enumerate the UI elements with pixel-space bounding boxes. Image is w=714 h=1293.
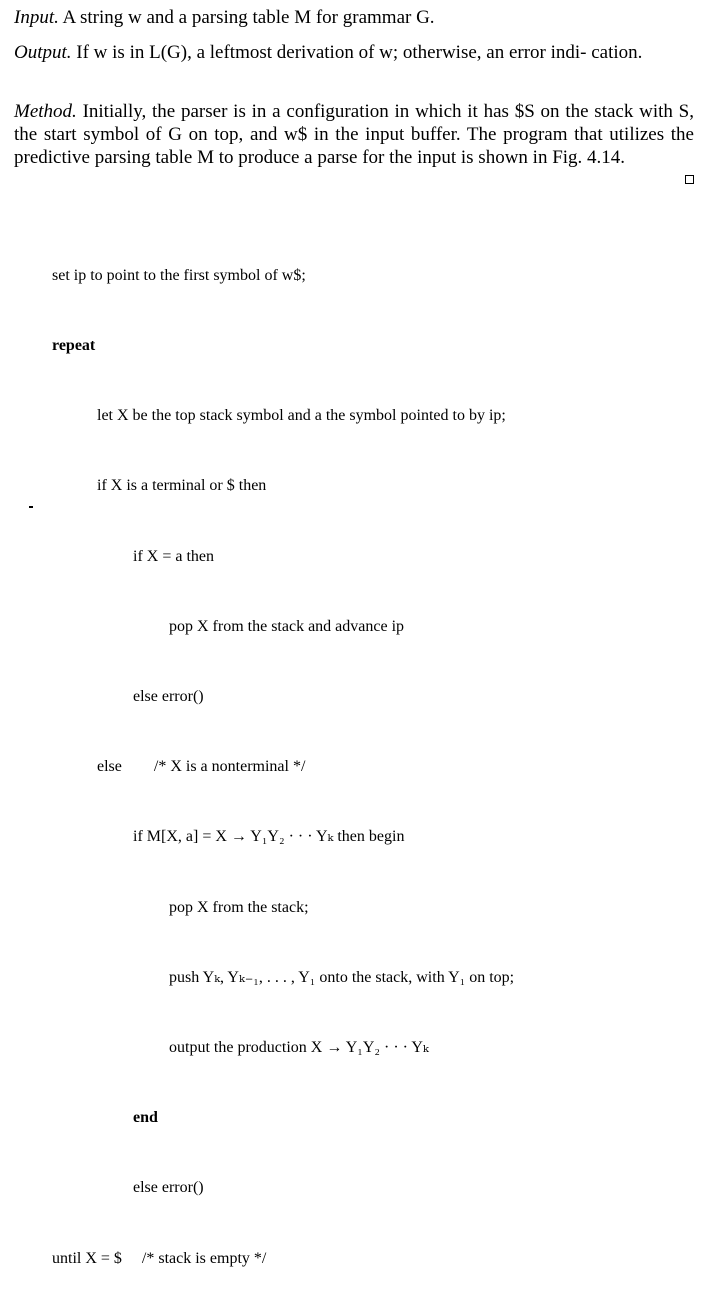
code-line: else error() xyxy=(133,688,204,706)
code-line: if M[X, a] = X → Y₁Y₂ · · · Yₖ then begin xyxy=(133,828,405,846)
code-line: if X = a then xyxy=(133,547,214,565)
code-line: until X = $ /* stack is empty */ xyxy=(52,1249,267,1267)
stray-mark xyxy=(29,506,33,508)
code-line: push Yₖ, Yₖ₋₁, . . . , Y₁ onto the stack, with Y₁ on top; xyxy=(169,968,515,986)
code-line: let X be the top stack symbol and a the symbol pointed to by ip; xyxy=(97,407,506,425)
code-line: end xyxy=(133,1109,158,1127)
code-line: repeat xyxy=(52,337,96,355)
method-text: Initially, the parser is in a configuration in which it has $S on the stack with S, the start symbol of G on top, and w$ in the input buffer. The program that utilizes the predictive parsing table M to produce a parse for the input is shown in Fig. 4.14. xyxy=(14,101,694,168)
code-line: else /* X is a nonterminal */ xyxy=(97,758,306,776)
input-paragraph xyxy=(14,6,694,29)
code-line: pop X from the stack; xyxy=(169,898,309,916)
code-line: else error() xyxy=(133,1179,204,1197)
parsing-algorithm xyxy=(52,217,514,1293)
code-line: set ip to point to the first symbol of w$; xyxy=(52,266,306,284)
output-paragraph xyxy=(14,41,694,64)
method-paragraph xyxy=(14,100,694,169)
output-text: If w is in L(G), a leftmost derivation of w; otherwise, an error indi- cation. xyxy=(71,42,643,63)
code-line: if X is a terminal or $ then xyxy=(97,477,267,495)
output-label: Output. xyxy=(14,42,72,63)
input-text: A string w and a parsing table M for grammar G. xyxy=(58,7,435,28)
code-line: pop X from the stack and advance ip xyxy=(169,617,405,635)
end-of-proof-square xyxy=(685,175,694,184)
code-line: output the production X → Y₁Y₂ · · · Yₖ xyxy=(169,1039,429,1057)
input-label: Input. xyxy=(14,7,59,28)
method-label: Method. xyxy=(14,101,77,122)
